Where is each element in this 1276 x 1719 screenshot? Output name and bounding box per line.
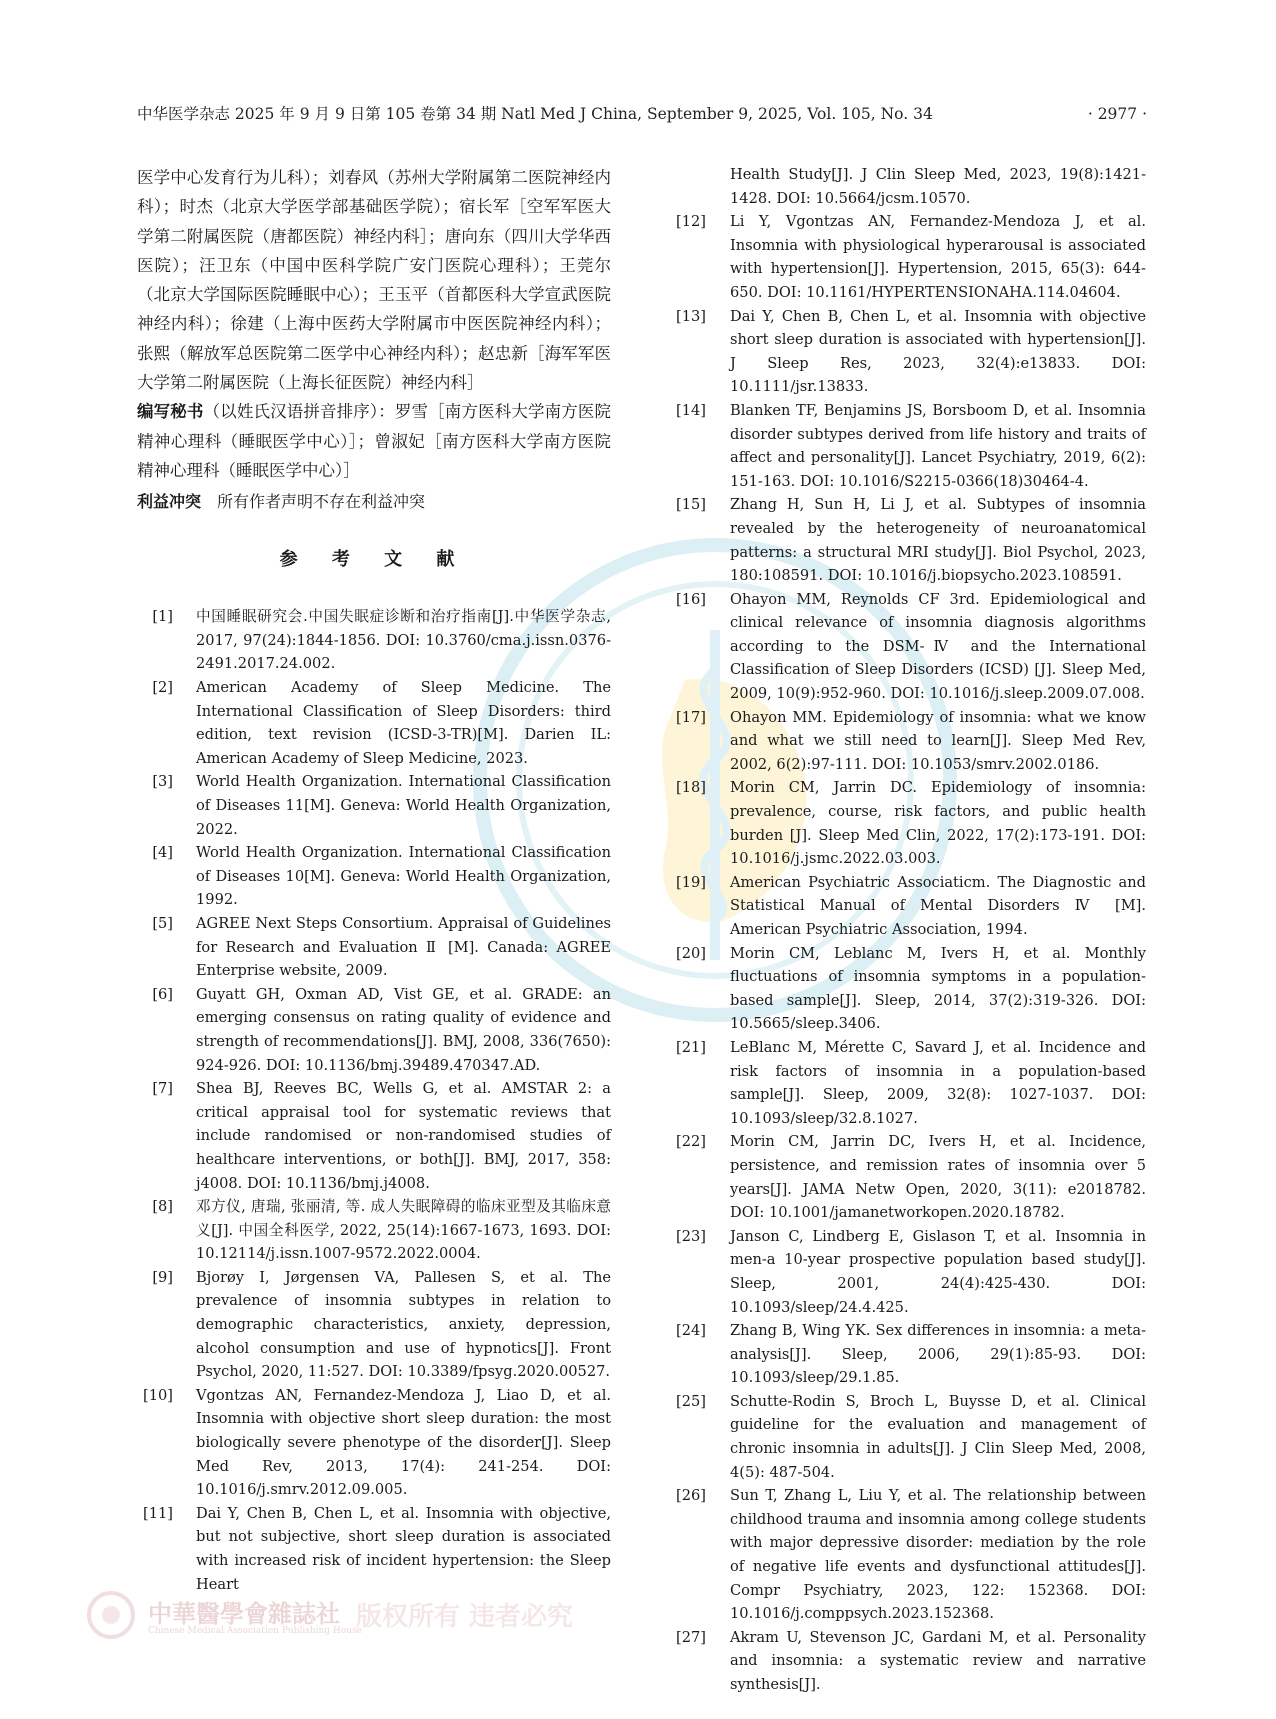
reference-item [676,942,1146,1036]
reference-number: [27] [676,1628,706,1646]
reference-text: Bjorøy I, Jørgensen VA, Pallesen S, et al. The prevalence of insomnia subtypes in relation to demographic characteristics, anxiety, depression, alcohol consumption and use of hypnotics[J]. Front Psychol, 2020, 11:527. DOI: 10.3389/fpsyg.2020.00527. [196,1268,611,1381]
references-list-right [676,210,1146,1696]
reference-item [676,588,1146,706]
reference-text: Shea BJ, Reeves BC, Wells G, et al. AMSTAR 2: a critical appraisal tool for systematic reviews that include randomised or non-randomised studies of healthcare interventions, or both[J]. BMJ, 2017, 358: j4008. DOI: 10.1136/bmj.j4008. [196,1080,611,1192]
reference-text: World Health Organization. International Classification of Diseases 11[M]. Geneva: World Health Organization, 2022. [196,773,611,838]
reference-item [137,983,611,1077]
reference-item [137,912,611,983]
reference-number: [23] [676,1227,706,1245]
writing-secretaries [137,397,611,485]
reference-number: [26] [676,1487,706,1505]
reference-item [137,1384,611,1502]
reference-item [676,871,1146,942]
reference-number: [19] [676,873,706,891]
reference-item [676,493,1146,587]
reference-number: [5] [152,914,173,932]
reference-text: Li Y, Vgontzas AN, Fernandez-Mendoza J, et al. Insomnia with physiological hyperarousal is associated with hypertension[J]. Hypertension, 2015, 65(3): 644-650. DOI: 10.1161/HYPERTENSIONAHA.114.04604. [730,213,1146,301]
reference-number: [4] [152,844,173,862]
reference-number: [10] [143,1386,173,1404]
reference-text: Ohayon MM, Reynolds CF 3rd. Epidemiological and clinical relevance of insomnia diagnosis algorithms according to the DSM-Ⅳ and the International Classification of Sleep Disorders (ICSD) [J]. Sleep Med, 2009, 10(9):952-960. DOI: 10.1016/j.sleep.2009.07.008. [730,590,1146,703]
author-list-continued: 医学中心发育行为儿科）；刘春风（苏州大学附属第二医院神经内科）；时杰（北京大学医学部基础医学院）；宿长军［空军军医大学第二附属医院（唐都医院）神经内科］；唐向东（四川大学华西医院）；汪卫东（中国中医科学院广安门医院心理科）；王莞尔（北京大学国际医院睡眠中心）；王玉平（首都医科大学宣武医院神经内科）；徐建（上海中医药大学附属市中医医院神经内科）；张熙（解放军总医院第二医学中心神经内科）；赵忠新［海军军医大学第二附属医院（上海长征医院）神经内科］ [137,168,611,393]
reference-item [137,1077,611,1195]
reference-item [676,210,1146,304]
reference-text: Akram U, Stevenson JC, Gardani M, et al. Personality and insomnia: a systematic review and narrative synthesis[J]. [730,1628,1146,1693]
reference-item [137,770,611,841]
reference-item [676,706,1146,777]
reference-text: Janson C, Lindberg E, Gislason T, et al. Insomnia in men-a 10-year prospective population based study[J]. Sleep, 2001, 24(4):425-430. DOI: 10.1093/sleep/24.4.425. [730,1227,1146,1316]
reference-number: [17] [676,708,706,726]
reference-number: [24] [676,1322,706,1340]
references-list-left [137,605,611,1596]
reference-text: AGREE Next Steps Consortium. Appraisal of Guidelines for Research and Evaluation Ⅱ [M]. Canada: AGREE Enterprise website, 2009. [196,914,611,980]
reference-item [137,676,611,770]
reference-number: [18] [676,779,706,797]
reference-item [137,1266,611,1384]
reference-number: [2] [152,679,173,697]
reference-item [137,1195,611,1266]
reference-text: World Health Organization. International Classification of Diseases 10[M]. Geneva: World Health Organization, 1992. [196,844,611,909]
reference-item [676,1484,1146,1626]
reference-number: [9] [152,1268,173,1286]
reference-number: [1] [152,608,173,626]
page-number: · 2977 · [1087,105,1147,123]
conflict-text: 所有作者声明不存在利益冲突 [217,492,426,512]
publisher-name-en: Chinese Medical Association Publishing House [148,1626,362,1636]
reference-number: [12] [676,213,706,231]
reference-text: American Psychiatric Associaticm. The Diagnostic and Statistical Manual of Mental Disorders Ⅳ [M]. American Psychiatric Association, 1994. [730,873,1146,938]
publisher-name-cn: 中華醫學會雜誌社 [148,1599,340,1628]
reference-number: [25] [676,1392,706,1410]
reference-number: [13] [676,307,706,325]
reference-number: [14] [676,401,706,419]
reference-number: [16] [676,590,706,608]
reference-text: Ohayon MM. Epidemiology of insomnia: what we know and what we still need to learn[J]. Sleep Med Rev, 2002, 6(2):97-111. DOI: 10.1053/smrv.2002.0186. [730,708,1146,773]
reference-text: 邓方仪, 唐瑞, 张丽清, 等. 成人失眠障碍的临床亚型及其临床意义[J]. 中国全科医学, 2022, 25(14):1667-1673, 1693. DOI: 10.12114/j.issn.1007-9572.2022.0004. [196,1198,611,1263]
reference-item [676,776,1146,870]
reference-text: Morin CM, Jarrin DC. Epidemiology of insomnia: prevalence, course, risk factors, and public health burden [J]. Sleep Med Clin, 2022, 17(2):173-191. DOI: 10.1016/j.jsmc.2022.03.003. [730,779,1146,868]
reference-number: [20] [676,944,706,962]
conflict-label: 利益冲突 [137,492,202,512]
reference-text: Schutte-Rodin S, Broch L, Buysse D, et al. Clinical guideline for the evaluation and management of chronic insomnia in adults[J]. J Clin Sleep Med, 2008, 4(5): 487-504. [730,1392,1146,1481]
reference-item [676,1036,1146,1130]
reference-text: Dai Y, Chen B, Chen L, et al. Insomnia with objective short sleep duration is associated with hypertension[J]. J Sleep Res, 2023, 32(4):e13833. DOI: 10.1111/jsr.13833. [730,307,1146,396]
reference-item [676,305,1146,399]
reference-item [676,1626,1146,1697]
reference-text: Morin CM, Jarrin DC, Ivers H, et al. Incidence, persistence, and remission rates of insomnia over 5 years[J]. JAMA Netw Open, 2020, 3(11): e2018782. DOI: 10.1001/jamanetworkopen.2020.18782. [730,1133,1146,1222]
reference-text: Zhang H, Sun H, Li J, et al. Subtypes of insomnia revealed by the heterogeneity of neuroanatomical patterns: a structural MRI study[J]. Biol Psychol, 2023, 180:108591. DOI: 10.1016/j.biopsycho.2023.108591. [730,496,1146,585]
secretary-text: （以姓氏汉语拼音排序）：罗雪［南方医科大学南方医院精神心理科（睡眠医学中心）］；曾淑妃［南方医科大学南方医院精神心理科（睡眠医学中心）］ [137,402,612,480]
reference-item [676,1130,1146,1224]
copyright-notice: 版权所有 违者必究 [356,1602,574,1632]
reference-item [676,1390,1146,1484]
references-heading: 参 考 文 献 [279,549,469,571]
reference-item [676,399,1146,493]
reference-item [676,1319,1146,1390]
reference-text: Dai Y, Chen B, Chen L, et al. Insomnia with objective, but not subjective, short sleep duration is associated with increased risk of incident hypertension: the Sleep Heart [196,1504,611,1593]
reference-text: LeBlanc M, Mérette C, Savard J, et al. Incidence and risk factors of insomnia in a population-based sample[J]. Sleep, 2009, 32(8): 1027-1037. DOI: 10.1093/sleep/32.8.1027. [730,1038,1146,1127]
reference-item [676,1225,1146,1319]
reference-text: Morin CM, Leblanc M, Ivers H, et al. Monthly fluctuations of insomnia symptoms in a population-based sample[J]. Sleep, 2014, 37(2):319-326. DOI: 10.5665/sleep.3406. [730,944,1146,1033]
reference-number: [15] [676,496,706,514]
reference-number: [6] [152,985,173,1003]
reference-11-continued: Health Study[J]. J Clin Sleep Med, 2023, 19(8):1421-1428. DOI: 10.5664/jcsm.10570. [730,166,1146,207]
reference-item [137,605,611,676]
reference-text: Vgontzas AN, Fernandez-Mendoza J, Liao D, et al. Insomnia with objective short sleep duration: the most biologically severe phenotype of the disorder[J]. Sleep Med Rev, 2013, 17(4): 241-254. DOI: 10.1016/j.smrv.2012.09.005. [196,1386,611,1499]
reference-text: Blanken TF, Benjamins JS, Borsboom D, et al. Insomnia disorder subtypes derived from life history and traits of affect and personality[J]. Lancet Psychiatry, 2019, 6(2): 151-163. DOI: 10.1016/S2215-0366(18)30464-4. [730,401,1146,490]
reference-text: 中国睡眠研究会.中国失眠症诊断和治疗指南[J].中华医学杂志, 2017, 97(24):1844-1856. DOI: 10.3760/cma.j.issn.0376-2491.2017.24.002. [196,608,611,673]
reference-number: [7] [152,1080,173,1098]
cma-publishing-house-logo-icon [86,1590,136,1640]
reference-text: Guyatt GH, Oxman AD, Vist GE, et al. GRADE: an emerging consensus on rating quality of evidence and strength of recommendations[J]. BMJ, 2008, 336(7650): 924-926. DOI: 10.1136/bmj.39489.470347.AD. [196,985,611,1074]
reference-text: American Academy of Sleep Medicine. The International Classification of Sleep Disorders: third edition, text revision (ICSD-3-TR)[M]. Darien IL: American Academy of Sleep Medicine, 2023. [196,679,611,767]
journal-citation-header: 中华医学杂志 2025 年 9 月 9 日第 105 卷第 34 期 Natl Med J China, September 9, 2025, Vol. 105, No. 34 [137,105,933,123]
secretary-label: 编写秘书 [137,402,204,422]
reference-item [137,1502,611,1596]
reference-text: Sun T, Zhang L, Liu Y, et al. The relationship between childhood trauma and insomnia among college students with major depressive disorder: mediation by the role of negative life events and dysfunctional attitudes[J]. Compr Psychiatry, 2023, 122: 152368. DOI: 10.1016/j.comppsych.2023.152368. [730,1487,1146,1623]
reference-number: [21] [676,1038,706,1056]
reference-number: [22] [676,1133,706,1151]
reference-number: [11] [143,1504,173,1522]
left-column [137,163,611,1596]
publisher-logo [86,1590,574,1650]
reference-number: [3] [152,773,173,791]
right-column [676,163,1146,1697]
reference-item [137,841,611,912]
reference-text: Zhang B, Wing YK. Sex differences in insomnia: a meta-analysis[J]. Sleep, 2006, 29(1):85-93. DOI: 10.1093/sleep/29.1.85. [730,1322,1146,1387]
reference-number: [8] [152,1198,173,1216]
conflict-of-interest [137,489,611,515]
